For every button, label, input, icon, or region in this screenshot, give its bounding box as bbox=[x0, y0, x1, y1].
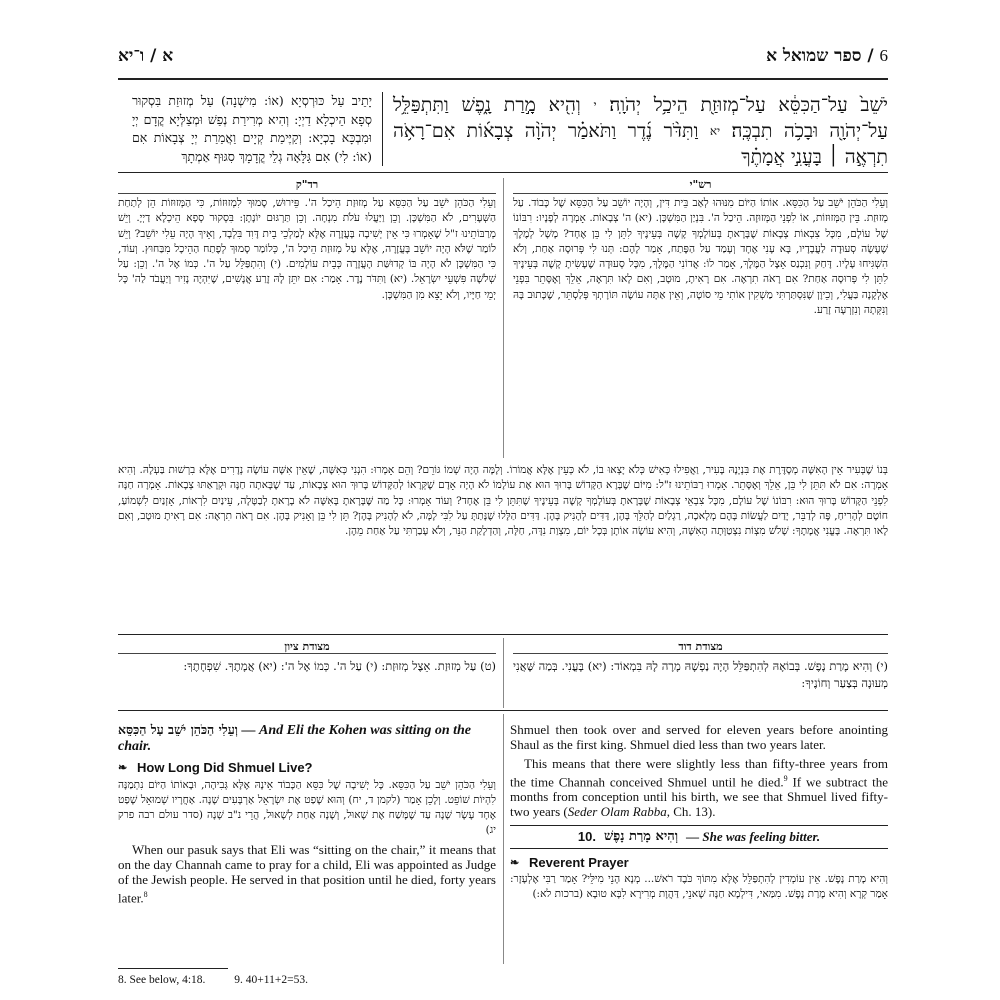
lemma-hebrew: וְעֵלִי הַכֹּהֵן יֹשֵׁב עַל הַכִּסֵּא bbox=[118, 722, 238, 737]
header-book-title: 6 / ספר שמואל א bbox=[766, 46, 888, 66]
lemma-english: — She was feeling bitter. bbox=[686, 829, 821, 845]
metzudat-zion-heading: מצודת ציון bbox=[118, 640, 496, 654]
divider bbox=[118, 634, 888, 635]
running-header bbox=[118, 38, 888, 80]
footnote-8: 8. See below, 4:18. bbox=[118, 974, 206, 986]
verse-number-10: י bbox=[593, 98, 597, 112]
footnotes bbox=[118, 974, 334, 986]
page bbox=[118, 38, 888, 986]
bullet-icon: ❧ bbox=[510, 856, 520, 869]
lemma-heading bbox=[118, 722, 496, 754]
english-paragraph-text: , Ch. 13). bbox=[666, 804, 716, 820]
metzudat-david-heading: מצודת דוד bbox=[513, 640, 888, 654]
lemma-number: 10. bbox=[577, 829, 596, 845]
verse-number-11: יא bbox=[709, 124, 721, 138]
column-divider bbox=[503, 638, 504, 708]
verse-text bbox=[393, 92, 888, 170]
hebrew-paragraph: וְהִיא מָרַת נָפֶשׁ. אֵין עוֹמְדִין לְהִתְפַּלֵּל אֶלָּא מִתּוֹךְ כֹּבֶד רֹאשׁ... מְנָא הָנֵי מִילֵּי? אָמַר רַבִּי אֶלְעָזָר: אָמַר קְרָא וְהִיא מָרַת נָפֶשׁ. מִמַּאי, דִּילְמָא חַנָּה שָׁאנֵי, דַּהֲוָת מְרִירָא לִבָּא טוּבָא (ברכות לא:) bbox=[510, 873, 888, 901]
english-paragraph bbox=[510, 756, 888, 819]
hebrew-paragraph: וְעֵלִי הַכֹּהֵן יֹשֵׁב עַל הַכִּסֵּא. כָּל יְשִׁיבָה שֶׁל כִּסֵּא הַכָּבוֹד אֵינָהּ אֶלָּא גְּבִיהָה, וּבָאוֹתוֹ הַיּוֹם נִתְמַנָּה לִהְיוֹת שׁוֹפֵט. וְלָכֵן אָמַר (לקמן ד, יח) וְהוּא שָׁפַט אֶת יִשְׂרָאֵל אַרְבָּעִים שָׁנָה. אַחֲרָיו שְׁמוּאֵל שָׁפַט אֶחָד עָשָׂר שָׁנָה עַד שֶׁמָּשַׁח אֶת שָׁאוּל, וְשָׁנָה אַחַת לְשָׁאוּל, הֲרֵי נ"ב שָׁנָה (סדר עולם רבה פרק יג) bbox=[118, 778, 496, 836]
bullet-icon: ❧ bbox=[118, 761, 128, 774]
source-citation: Seder Olam Rabba bbox=[567, 804, 667, 820]
rashi-commentary: וְעֵלִי הַכֹּהֵן יֹשֵׁב עַל הַכִּסֵּא. אוֹתוֹ הַיּוֹם מִנּוּהוּ לְאַב בֵּית דִּין, וְהָיָה יוֹשֵׁב עַל הַכִּסֵּא שֶׁל כָּבוֹד. עַל מְזוּזַת. בֵּין הַמְּזוּזוֹת, אוֹ לִפְנֵי הַמְּזוּזָה. הֵיכַל ה'. בִּנְיַן הַמִּשְׁכָּן. (יא) ה' צְבָאוֹת. אָמְרָה לְפָנָיו: רִבּוֹנוֹ שֶׁל עוֹלָם, מִכָּל צִבְאוֹת צְבָאוֹת שֶׁבָּרָאתָ בְּעוֹלָמְךָ קָשֶׁה בְּעֵינֶיךָ לִתֵּן לִי בֵּן אֶחָד? מָשָׁל לְמֶלֶךְ שֶׁעָשָׂה סְעוּדָה לַעֲבָדָיו, בָּא עָנִי אֶחָד וְעָמַד עַל הַפֶּתַח, אָמַר לָהֶם: תְּנוּ לִי פְּרוּסָה אַחַת, וְלֹא הִשְׁגִּיחוּ עָלָיו. דָּחַק וְנִכְנַס אֵצֶל הַמֶּלֶךְ, אָמַר לוֹ: אֲדוֹנִי הַמֶּלֶךְ, מִכָּל סְעוּדָה שֶׁעָשִׂיתָ קָשֶׁה בְּעֵינֶיךָ לִתֵּן לִי פְּרוּסָה אַחַת? אִם רָאֹה תִרְאֶה. אִם רָאִיתָ, מוּטָב, וְאִם לָאו תִּרְאֶה, אֵלֵךְ וְאֶסָּתֵר בִּפְנֵי אֶלְקָנָה בַּעֲלִי, וְכֵיוָן שֶׁנִּסְתַּרְתִּי מַשְׁקִין אוֹתִי מֵי סוֹטָה, וְאֵין אַתָּה עוֹשֶׂה תּוֹרָתְךָ פְּלַסְתֵּר, שֶׁכָּתוּב בָּהּ וְנִקְּתָה וְנִזְרְעָה זָרַע. bbox=[513, 197, 888, 317]
divider bbox=[118, 710, 888, 711]
footnote-marker[interactable]: 8 bbox=[143, 889, 148, 899]
verse-segment-a: יֹשֵׁב֙ עַל־הַכִּסֵּ֔א עַל־מְזוּזַ֖ת הֵיכַ֥ל יְהֹוָֽה׃ bbox=[609, 94, 888, 116]
english-paragraph: Shmuel then took over and served for eleven years before anointing Shaul as the first king. Shmuel died less than two years later. bbox=[510, 722, 888, 752]
english-paragraph-text: When our pasuk says that Eli was “sitting on the chair,” it means that on the day Channah came to pray for a child, Eli was appointed as Judge of the Jewish people. He served in that position until he died, forty years later. bbox=[118, 841, 496, 905]
english-column-left bbox=[118, 722, 496, 905]
english-paragraph-text: This means that there were slightly less than fifty-three years from the time Channah conceived Shmuel until he died. bbox=[510, 756, 888, 790]
footnote-divider bbox=[118, 968, 228, 969]
verse-segment-b: וְהִ֖יא מָ֣רַת נָ֑פֶשׁ וַתִּתְפַּלֵּ֥ל עַל־יְהֹוָ֖ה וּבָכֹ֥ה תִבְכֶּֽה׃ bbox=[393, 94, 888, 142]
english-column-right bbox=[510, 718, 888, 902]
metzudat-david-text: (י) וְהִיא מָרַת נָפֶשׁ. בְּבוֹאָהּ לְהִתְפַּלֵּל הָיָה נַפְשָׁהּ מָרָה לָהּ בִּמְאוֹד: (יא) בָּעֳנִי. בְּמַה שֶּׁאֲנִי מְעוּנָה בְּצַעַר וְחוֹנֶיךָ: bbox=[513, 659, 888, 690]
lemma-hebrew: וְהִיא מָרַת נָפֶשׁ bbox=[603, 829, 679, 845]
subheading-text: How Long Did Shmuel Live? bbox=[137, 760, 313, 775]
column-divider bbox=[503, 714, 504, 964]
verse-segment-c: וַתִּדֹּ֨ר נֶ֜דֶר וַתֹּאמַ֗ר יְהֹוָ֨ה צְבָא֜וֹת אִם־רָאֹ֥ה תִרְאֶ֣ה ׀ בָּעֳנִ֣י אֲמָתֶ֗ךָ bbox=[393, 120, 888, 168]
footnote-marker[interactable]: 9 bbox=[783, 774, 788, 783]
targum-text: יָתֵיב עַל כּוּרְסְיָא (אוֹ: מִישְׁנָה) עַל מְזוּזַת בִּסְקוּר סְפָא הֵיכְלָא דַיְיָ: וְהִיא מְרִירַת נְפַשׁ וּמְצַלְּיָא קֳדָם יְיָ וּמִבְכָּא בָכְיָא: וְקַיֶּימַת קְיָים וַאֲמַרַת יְיָ צְבָאוֹת אִם (אוֹ: לִי) אִם גַּלָּאָה גְלֵי קֳדָמָךְ סִגּוּף אַמְתָךְ bbox=[132, 92, 383, 166]
lemma-english: — And Eli the Kohen was sitting on the chair. bbox=[118, 723, 471, 754]
book-title: ספר שמואל א bbox=[766, 46, 862, 66]
divider bbox=[118, 172, 888, 173]
english-paragraph bbox=[118, 842, 496, 905]
subheading-text: Reverent Prayer bbox=[529, 854, 629, 870]
chapter-reference: א / ו־יא bbox=[118, 46, 174, 66]
column-divider bbox=[503, 178, 504, 458]
subheading bbox=[118, 760, 496, 776]
rashi-continued: בְּנוֹ שֶׁבְּעִיר אֵין הָאִשָּׁה מְסָדֶּרֶת אֶת בִּנְיָנָהּ בָּעִיר, וַאֲפִילוּ כְּאִישׁ כְּלֹא יָצְאוּ בוֹ, לֹא כְּעֵין אֶלָּא אֲמוֹרוֹ. וְלָמָּה הָיָה שְׁמוֹ גּוֹרֵם? וְהֵם אָמְרוּ: הִנְנִי כְּאִשָּׁה, שֶׁאֵין אִשָּׁה עוֹשָׂה נְדָרִים אֶלָּא בִרְשׁוּת בַּעְלָהּ. וְהִיא אָמְרָה: אִם לֹא תִּתֵּן לִי בֵּן, אֵלֵךְ וְאֶסָּתֵר. אָמְרוּ רַבּוֹתֵינוּ ז"ל: מִיּוֹם שֶׁבָּרָא הַקָּדוֹשׁ בָּרוּךְ הוּא אֶת עוֹלָמוֹ לֹא הָיָה אָדָם שֶׁקְּרָאוֹ לְהַקָּדוֹשׁ בָּרוּךְ הוּא צְבָאוֹת, עַד שֶׁבָּאתָה חַנָּה וּקְרָאַתּוּ צְבָאוֹת. אָמְרָה חַנָּה לִפְנֵי הַקָּדוֹשׁ בָּרוּךְ הוּא: רִבּוֹנוֹ שֶׁל עוֹלָם, מִכָּל צִבְאֵי צְבָאוֹת שֶׁבָּרָאתָ בְּעוֹלָמְךָ קָשֶׁה בְּעֵינֶיךָ שֶׁתִּתֵּן לִי בֵּן אֶחָד? וְעוֹד אָמְרוּ: כָּל מַה שֶּׁבָּרָאתָ בָּאִשָּׁה לֹא בָרָאתָ לְבַטָּלָה, עֵינַיִם לִרְאוֹת, אָזְנַיִם לִשְׁמוֹעַ, חוֹטֶם לְהָרִיחַ, פֶּה לְדַבֵּר, יָדַיִם לַעֲשׂוֹת בָּהֶם מְלָאכָה, רַגְלַיִם לְהַלֵּךְ בָּהֶן, דַּדִּים לְהָנִיק בָּהֶן. דַּדִּים הַלָּלוּ שֶׁנָּתַתָּ עַל לִבִּי לָמָּה, לֹא לְהָנִיק בָּהֶן? תֵּן לִי בֵּן וְאָנִיק בָּהֶן. אִם רָאֹה תִרְאֶה: אִם רָאִיתָ מוּטָב, וְאִם לָאו תִּרְאֶה. בָּעֳנִי אֲמָתֶךָ: שָׁלֹשׁ מִצְוֹת נִצְטַוְּתָה הָאִשָּׁה, וְהִיא עוֹשָׂה אוֹתָן בְּכָל יוֹם, מִצְוַת נִדָּה, חַלָּה, וְהַדְלָקַת הַנֵּר, וְלֹא עָבַרְתִּי עַל אַחַת מֵהֶן. bbox=[118, 464, 888, 538]
radak-commentary: וְעֵלִי הַכֹּהֵן יֹשֵׁב עַל הַכִּסֵּא עַל מְזוּזַת הֵיכַל ה'. פֵּירוּשׁ, סָמוּךְ לִמְזוּזוֹת, כִּי הַמְּזוּזוֹת הֵן לְתַחַת הַשְּׁעָרִים, לֹא הַמִּשְׁכָּן. וְכֵן וַיַּעֲלוּ עֹלֹת מִנְחָה. וְכֵן תַּרְגּוּם יוֹנָתָן: בִּסְקוּר סְפָא הֵיכְלָא דַיְיָ. וְיֵשׁ מְרַבּוֹתֵינוּ ז"ל שֶׁאָמְרוּ כִּי אֵין יְשִׁיבָה בָּעֲזָרָה אֶלָּא לְמַלְכֵי בֵית דָּוִד בִּלְבָד, וְאֵיךְ הָיָה עֵלִי יוֹשֵׁב? וְיֵשׁ לוֹמַר שֶׁלֹּא הָיָה יוֹשֵׁב בָּעֲזָרָה, אֶלָּא עַל מְזוּזַת הֵיכַל ה', כְּלוֹמַר סָמוּךְ לְפֶתַח הַהֵיכָל מִבַּחוּץ. וְעוֹד, כִּי הַמִּשְׁכָּן לֹא הָיָה בּוֹ קְדוּשַּׁת הָעֲזָרָה כְּבֵית עוֹלָמִים. (י) וְהִתְפַּלֵּל עַל ה'. כְּמוֹ אֶל ה'. וְכֵן: עַל שְׁלֹשָׁה פִּשְׁעֵי יִשְׂרָאֵל. (יא) וַתִּדֹּר נֶדֶר. אָמַר: אִם יִתֵּן לָהּ זֶרַע אֲנָשִׁים, שֶׁיִּהְיֶה נָזִיר וְיַעֲבֹד לַה' כָּל יְמֵי חַיָּיו, וְלֹא יֵצֵא מִן הַמִּשְׁכָּן. bbox=[118, 197, 496, 301]
footnote-9: 9. 40+11+2=53. bbox=[234, 974, 308, 986]
rashi-heading: רש"י bbox=[513, 178, 888, 194]
page-number: 6 bbox=[879, 46, 888, 65]
english-paragraph-text: If we subtract the months from conception until his birth, we see that Shmuel lived fifty-two years ( bbox=[510, 774, 888, 820]
subheading bbox=[510, 855, 888, 871]
radak-heading: רד"ק bbox=[118, 178, 496, 194]
metzudat-zion-text: (ט) עַל מְזוּזַת. אֵצֶל מְזוּזַת: (י) עַל ה'. כְּמוֹ אֶל ה': (יא) אֲמָתֶךָ. שִׁפְחָתֶךָ: bbox=[183, 659, 496, 673]
lemma-heading bbox=[510, 825, 888, 849]
